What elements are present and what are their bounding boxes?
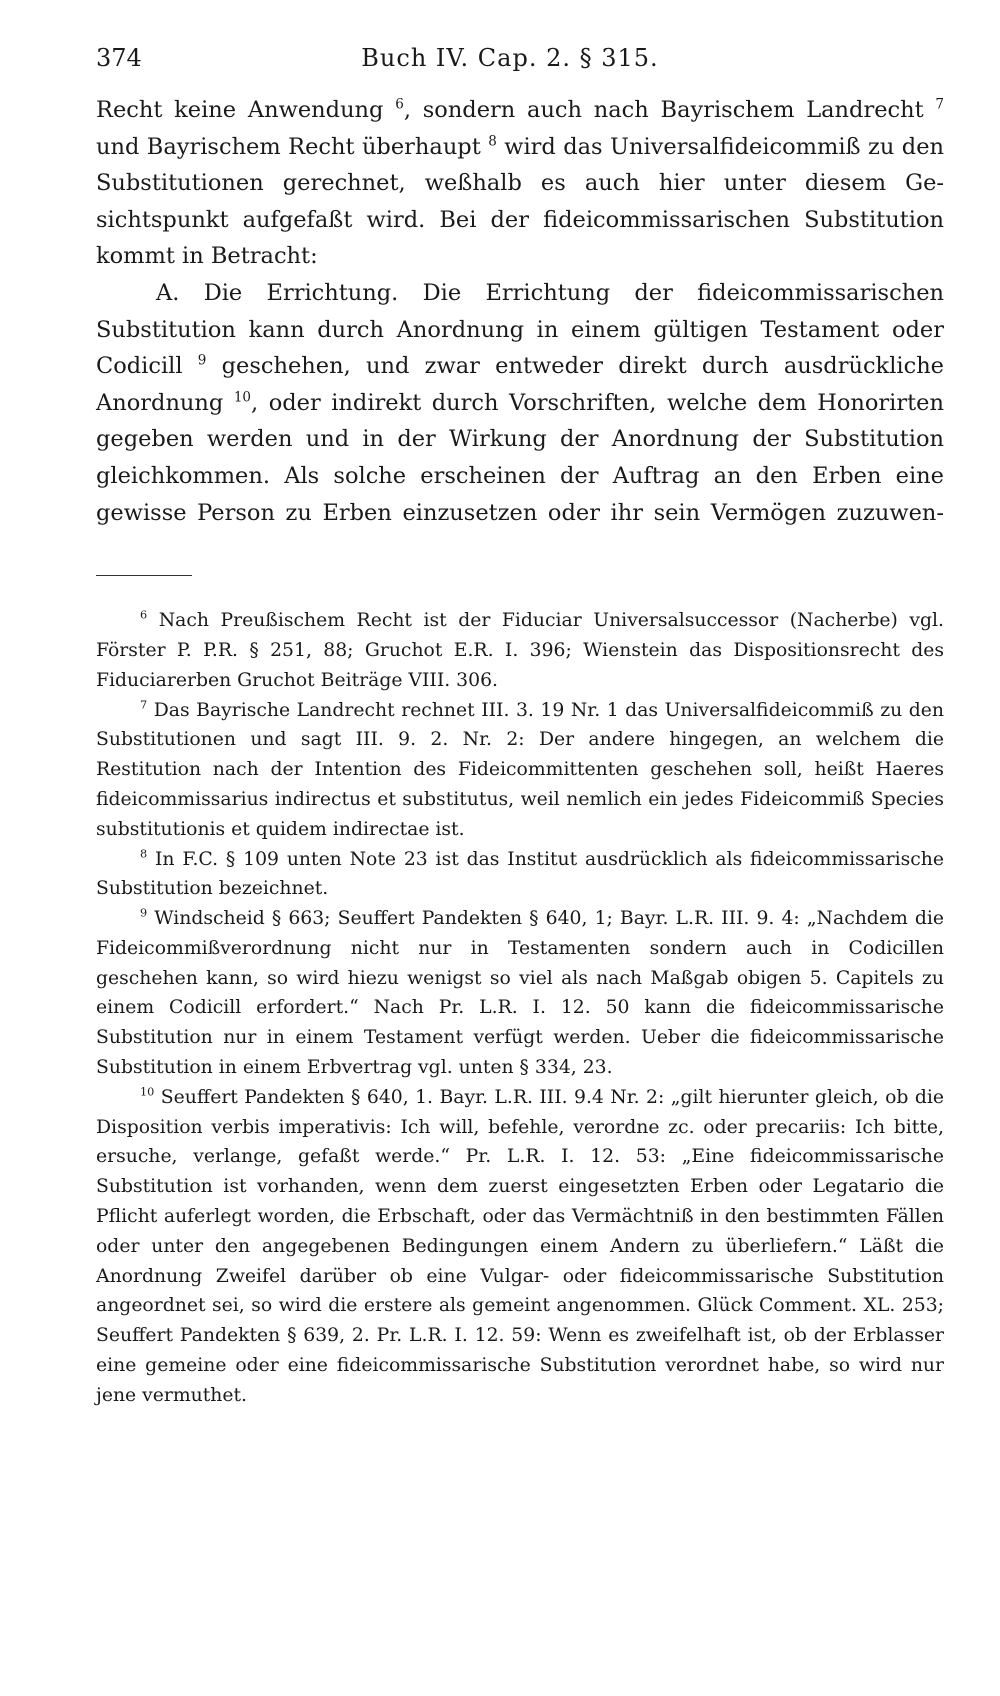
footnote-number: 9 xyxy=(140,906,148,920)
paragraph-1 xyxy=(96,92,944,238)
body-line: sichtspunkt aufgefaßt wird. Bei der fideicommissarischen Substitution xyxy=(96,206,944,233)
footnote-10: $^{10}$ Seuffert Pandekten § 640, 1. Bayr. L.R. III. 9.4 Nr. 2: „gilt hierunter gleich, ob die Disposition verbis imperativis: Ich will, befehle, verordne zc. oder precariis: Ich bitte, ersuche, verlange, gefaßt werde.“ Pr. L.R. I. 12. 53: „Eine fideicommissarische Substitution ist vorhanden, wenn dem zuerst eingesetzten Erben oder Legatario die Pflicht auferlegt worden, die Erbschaft, oder das Vermächtniß in den bestimmten Fällen oder unter den angegebenen Bedingungen einem Andern zu überliefern.“ Läßt die Anordnung Zweifel darüber ob eine Vulgar- oder fideicommissarische Substitution angeordnet sei, so wird die erstere als gemeint angenommen. Glück Comment. XL. 253; Seuffert Pandekten § 639, 2. Pr. L.R. I. 12. 59: Wenn es zweifelhaft ist, ob der Erblasser eine gemeine oder eine fideicommissarische Substitution verordnet habe, so wird nur jene vermuthet. xyxy=(96,1085,944,1406)
page-header xyxy=(96,44,944,84)
body-line: und Bayrischem Recht überhaupt $^8$ wird das Universalfideicommiß zu xyxy=(96,133,895,160)
main-text xyxy=(96,92,944,531)
footnote-9: $^9$ Windscheid § 663; Seuffert Pandekten § 640, 1; Bayr. L.R. III. 9. 4: „Nachdem die Fideicommißverordnung nicht nur in Testamenten sondern auch in Codicillen geschehen kann, so wird hiezu wenigst so viel als nach Maßgab obigen 5. Capitels zu einem Codicill erfordert.“ Nach Pr. L.R. I. 12. 50 kann die fideicommissarische Substitution nur in einem Testament verfügt werden. Ueber die fideicommissarische Substitution in einem Erbvertrag vgl. unten § 334, 23. xyxy=(96,906,944,1079)
footnote-ref[interactable]: 8 xyxy=(488,133,497,150)
footnote-ref[interactable]: 10 xyxy=(233,389,252,406)
body-line: kommt in Betracht: xyxy=(96,243,318,270)
footnote-number: 6 xyxy=(140,608,148,622)
running-head: Buch IV. Cap. 2. § 315. xyxy=(361,44,659,72)
paragraph-2: A. Die Errichtung. Die Errichtung der fideicommissarischen Substitution kann durch Anordnung in einem gültigen Testament oder Codicill $^9$ geschehen, und zwar entweder direkt durch ausdrückliche Anordnung $^{10}$, oder indirekt durch Vorschriften, welche dem Honorirten gegeben werden und in der Wirkung der Anordnung der Substitution gleichkommen. Als solche erscheinen der Auftrag an den Erben eine gewisse Person zu Erben einzusetzen oder ihr sein Vermögen zuzuwen- xyxy=(96,279,944,526)
footnote-number: 10 xyxy=(140,1085,155,1099)
footnote-ref[interactable]: 9 xyxy=(197,352,207,369)
footnote-8: $^8$ In F.C. § 109 unten Note 23 ist das Institut ausdrücklich als fideicommissarische Substitution bezeichnet. xyxy=(96,847,944,900)
footnote-6: $^6$ Nach Preußischem Recht ist der Fiduciar Universalsuccessor (Nacherbe) vgl. Förster P. P.R. § 251, 88; Gruchot E.R. I. 396; Wienstein das Dispositionsrecht des Fiduciarerben Gruchot Beiträge VIII. 306. xyxy=(96,608,944,691)
footnote-ref[interactable]: 6 xyxy=(395,96,404,113)
footnote-number: 8 xyxy=(140,847,148,861)
paragraph-1-end xyxy=(96,238,944,275)
footnotes xyxy=(96,606,944,1411)
footnote-divider xyxy=(96,575,192,576)
footnote-7: $^7$ Das Bayrische Landrecht rechnet III. 3. 19 Nr. 1 das Universalfideicommiß zu den Substitutionen und sagt III. 9. 2. Nr. 2: Der andere hingegen, an welchem die Restitution nach der Intention des Fideicommittenten geschehen soll, heißt Haeres fideicommissarius indirectus et substitutus, weil nemlich ein jedes Fideicommiß Species substitutionis et quidem indirectae ist. xyxy=(96,698,944,840)
body-line: den Substitutionen gerechnet, weßhalb es auch hier unter diesem Ge- xyxy=(96,133,945,197)
page xyxy=(96,44,944,1411)
footnote-number: 7 xyxy=(140,698,148,712)
body-line: Recht keine Anwendung $^6$, sondern auch nach Bayrischem Landrecht $^7$ xyxy=(96,96,944,123)
page-number: 374 xyxy=(96,44,142,72)
footnote-ref[interactable]: 7 xyxy=(935,96,944,113)
